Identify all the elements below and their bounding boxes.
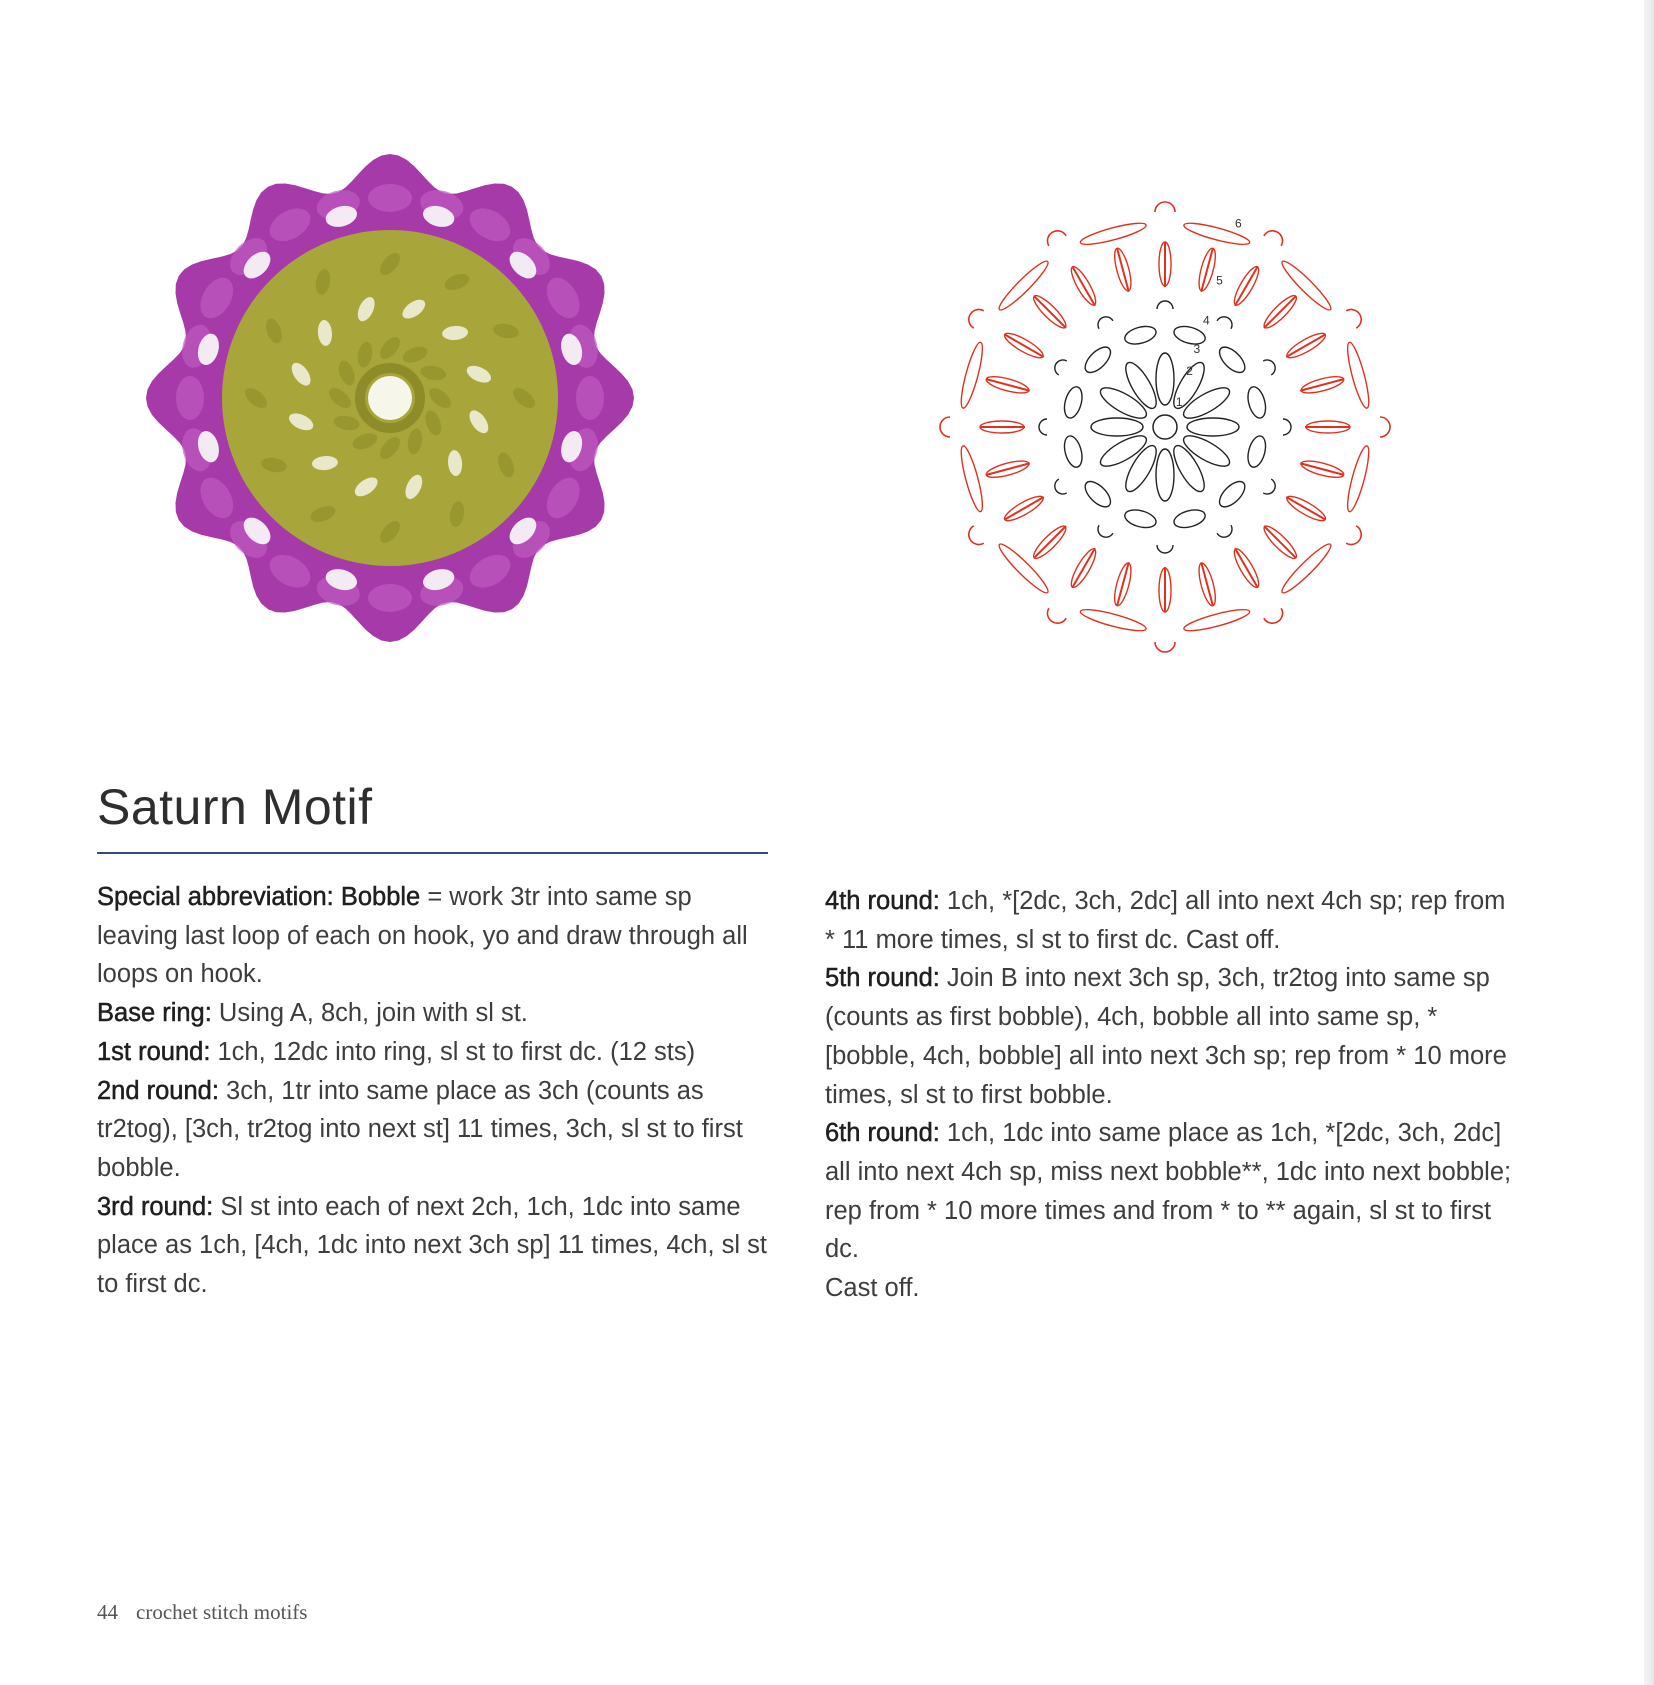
picot-inner <box>1263 479 1278 497</box>
picot-inner <box>1157 301 1173 309</box>
base-ring <box>1153 415 1177 439</box>
instruction-round-1: 1st round: 1ch, 12dc into ring, sl st to first dc. (12 sts) <box>97 1037 696 1066</box>
chain-loop <box>1123 507 1158 531</box>
chain-loop <box>1123 323 1158 347</box>
instruction-round-2: 2nd round: 3ch, 1tr into same place as 3ch (counts as tr2tog), [3ch, tr2tog into next st] 11 times, 3ch, sl st to first bobble. <box>97 1076 743 1182</box>
chain-loop <box>1172 323 1207 347</box>
chain-loop <box>1245 434 1269 469</box>
purple-stitch <box>176 376 204 420</box>
purple-stitch <box>576 376 604 420</box>
bobble-stitch <box>1235 548 1258 587</box>
outer-chain <box>1344 341 1373 410</box>
outer-picot <box>965 306 984 328</box>
round-number-label: 2 <box>1186 363 1193 378</box>
outer-picot <box>940 417 950 437</box>
picot-inner <box>1052 357 1067 375</box>
instructions-right-column <box>825 882 1515 1308</box>
crochet-motif-photo <box>140 148 700 696</box>
stitch-diagram <box>920 182 1410 672</box>
round-number-label: 3 <box>1193 341 1201 356</box>
page-title: Saturn Motif <box>97 779 373 835</box>
round-number-label: 6 <box>1235 216 1242 231</box>
bobble-stitch <box>1286 497 1325 520</box>
inner-petal <box>1091 418 1143 436</box>
picot-inner <box>1039 419 1047 435</box>
outer-chain <box>1079 606 1148 635</box>
bobble-stitch <box>1073 267 1096 306</box>
instruction-round-3: 3rd round: Sl st into each of next 2ch, 1ch, 1dc into same place as 1ch, [4ch, 1dc into next 3ch sp] 11 times, 4ch, sl st to first dc. <box>97 1192 767 1299</box>
bobble-stitch <box>1034 526 1066 558</box>
bobble-stitch <box>1235 267 1258 306</box>
outer-picot <box>1346 526 1365 548</box>
inner-petal <box>1156 353 1174 405</box>
outer-chain <box>1344 444 1373 513</box>
outer-chain <box>1182 606 1251 635</box>
chain-loop <box>1061 434 1085 469</box>
page-number: 44 <box>97 1600 118 1624</box>
title-rule <box>97 852 768 854</box>
chain-loop <box>1061 385 1085 420</box>
picot-inner <box>1095 314 1113 329</box>
chain-loop <box>1081 477 1115 511</box>
outer-chain <box>957 444 986 513</box>
round-number-label: 4 <box>1202 313 1210 328</box>
instruction-round-4: 4th round: 1ch, *[2dc, 3ch, 2dc] all into next 4ch sp; rep from * 11 more times, sl st to first dc. Cast off. <box>825 887 1506 954</box>
picot-inner <box>1283 419 1291 435</box>
picot-inner <box>1157 545 1173 553</box>
inner-petal <box>1156 449 1174 501</box>
outer-picot <box>1155 202 1175 212</box>
picot-inner <box>1052 479 1067 497</box>
picot-inner <box>1217 525 1235 540</box>
bobble-stitch <box>1005 335 1044 358</box>
purple-stitch <box>368 184 412 212</box>
outer-picot <box>1155 642 1175 652</box>
chain-loop <box>1215 477 1249 511</box>
instruction-base-ring: Base ring: Using A, 8ch, join with sl st. <box>97 999 528 1028</box>
chain-loop <box>1172 507 1207 531</box>
outer-picot <box>1346 306 1365 328</box>
instruction-cast-off: Cast off. <box>825 1274 920 1303</box>
bobble-stitch <box>1286 335 1325 358</box>
inner-petal <box>1187 418 1239 436</box>
bobble-stitch <box>1005 497 1044 520</box>
round-number-label: 5 <box>1216 273 1223 288</box>
outer-picot <box>1264 227 1286 246</box>
picot-inner <box>1263 357 1278 375</box>
outer-picot <box>1044 608 1066 627</box>
instruction-round-6: 6th round: 1ch, 1dc into same place as 1ch, *[2dc, 3ch, 2dc] all into next 4ch sp, miss next bobble**, 1dc into next bobble; rep from * 10 more times and from * to ** again, sl st to first dc. <box>825 1119 1512 1264</box>
page-edge <box>1644 0 1654 1685</box>
centre-ring-hole <box>368 376 412 420</box>
outer-picot <box>1264 608 1286 627</box>
outer-picot <box>1380 417 1390 437</box>
outer-chain <box>957 341 986 410</box>
picot-inner <box>1095 525 1113 540</box>
instruction-round-5: 5th round: Join B into next 3ch sp, 3ch, tr2tog into same sp (counts as first bobble), 4ch, bobble all into same sp, *[bobble, 4ch, bobble] all into next 3ch sp; rep from * 10 more times, sl st to first bobble. <box>825 964 1507 1109</box>
purple-stitch <box>368 584 412 612</box>
outer-picot <box>1044 227 1066 246</box>
chain-loop <box>1215 343 1249 377</box>
instructions-left-column <box>97 878 777 1304</box>
bobble-stitch <box>1073 548 1096 587</box>
bobble-stitch <box>1034 296 1066 328</box>
outer-picot <box>965 526 984 548</box>
page-footer <box>97 1600 307 1625</box>
picot-inner <box>1217 314 1235 329</box>
round-number-label: 1 <box>1175 395 1183 410</box>
chain-loop <box>1081 343 1115 377</box>
section-name: crochet stitch motifs <box>136 1600 308 1624</box>
bobble-stitch <box>1264 296 1296 328</box>
outer-chain <box>1079 219 1148 248</box>
chain-loop <box>1245 385 1269 420</box>
instruction-special-abbreviation: Special abbreviation: Bobble = work 3tr into same sp leaving last loop of each on hook, yo and draw through all loops on hook. <box>97 883 748 989</box>
bobble-stitch <box>1264 526 1296 558</box>
